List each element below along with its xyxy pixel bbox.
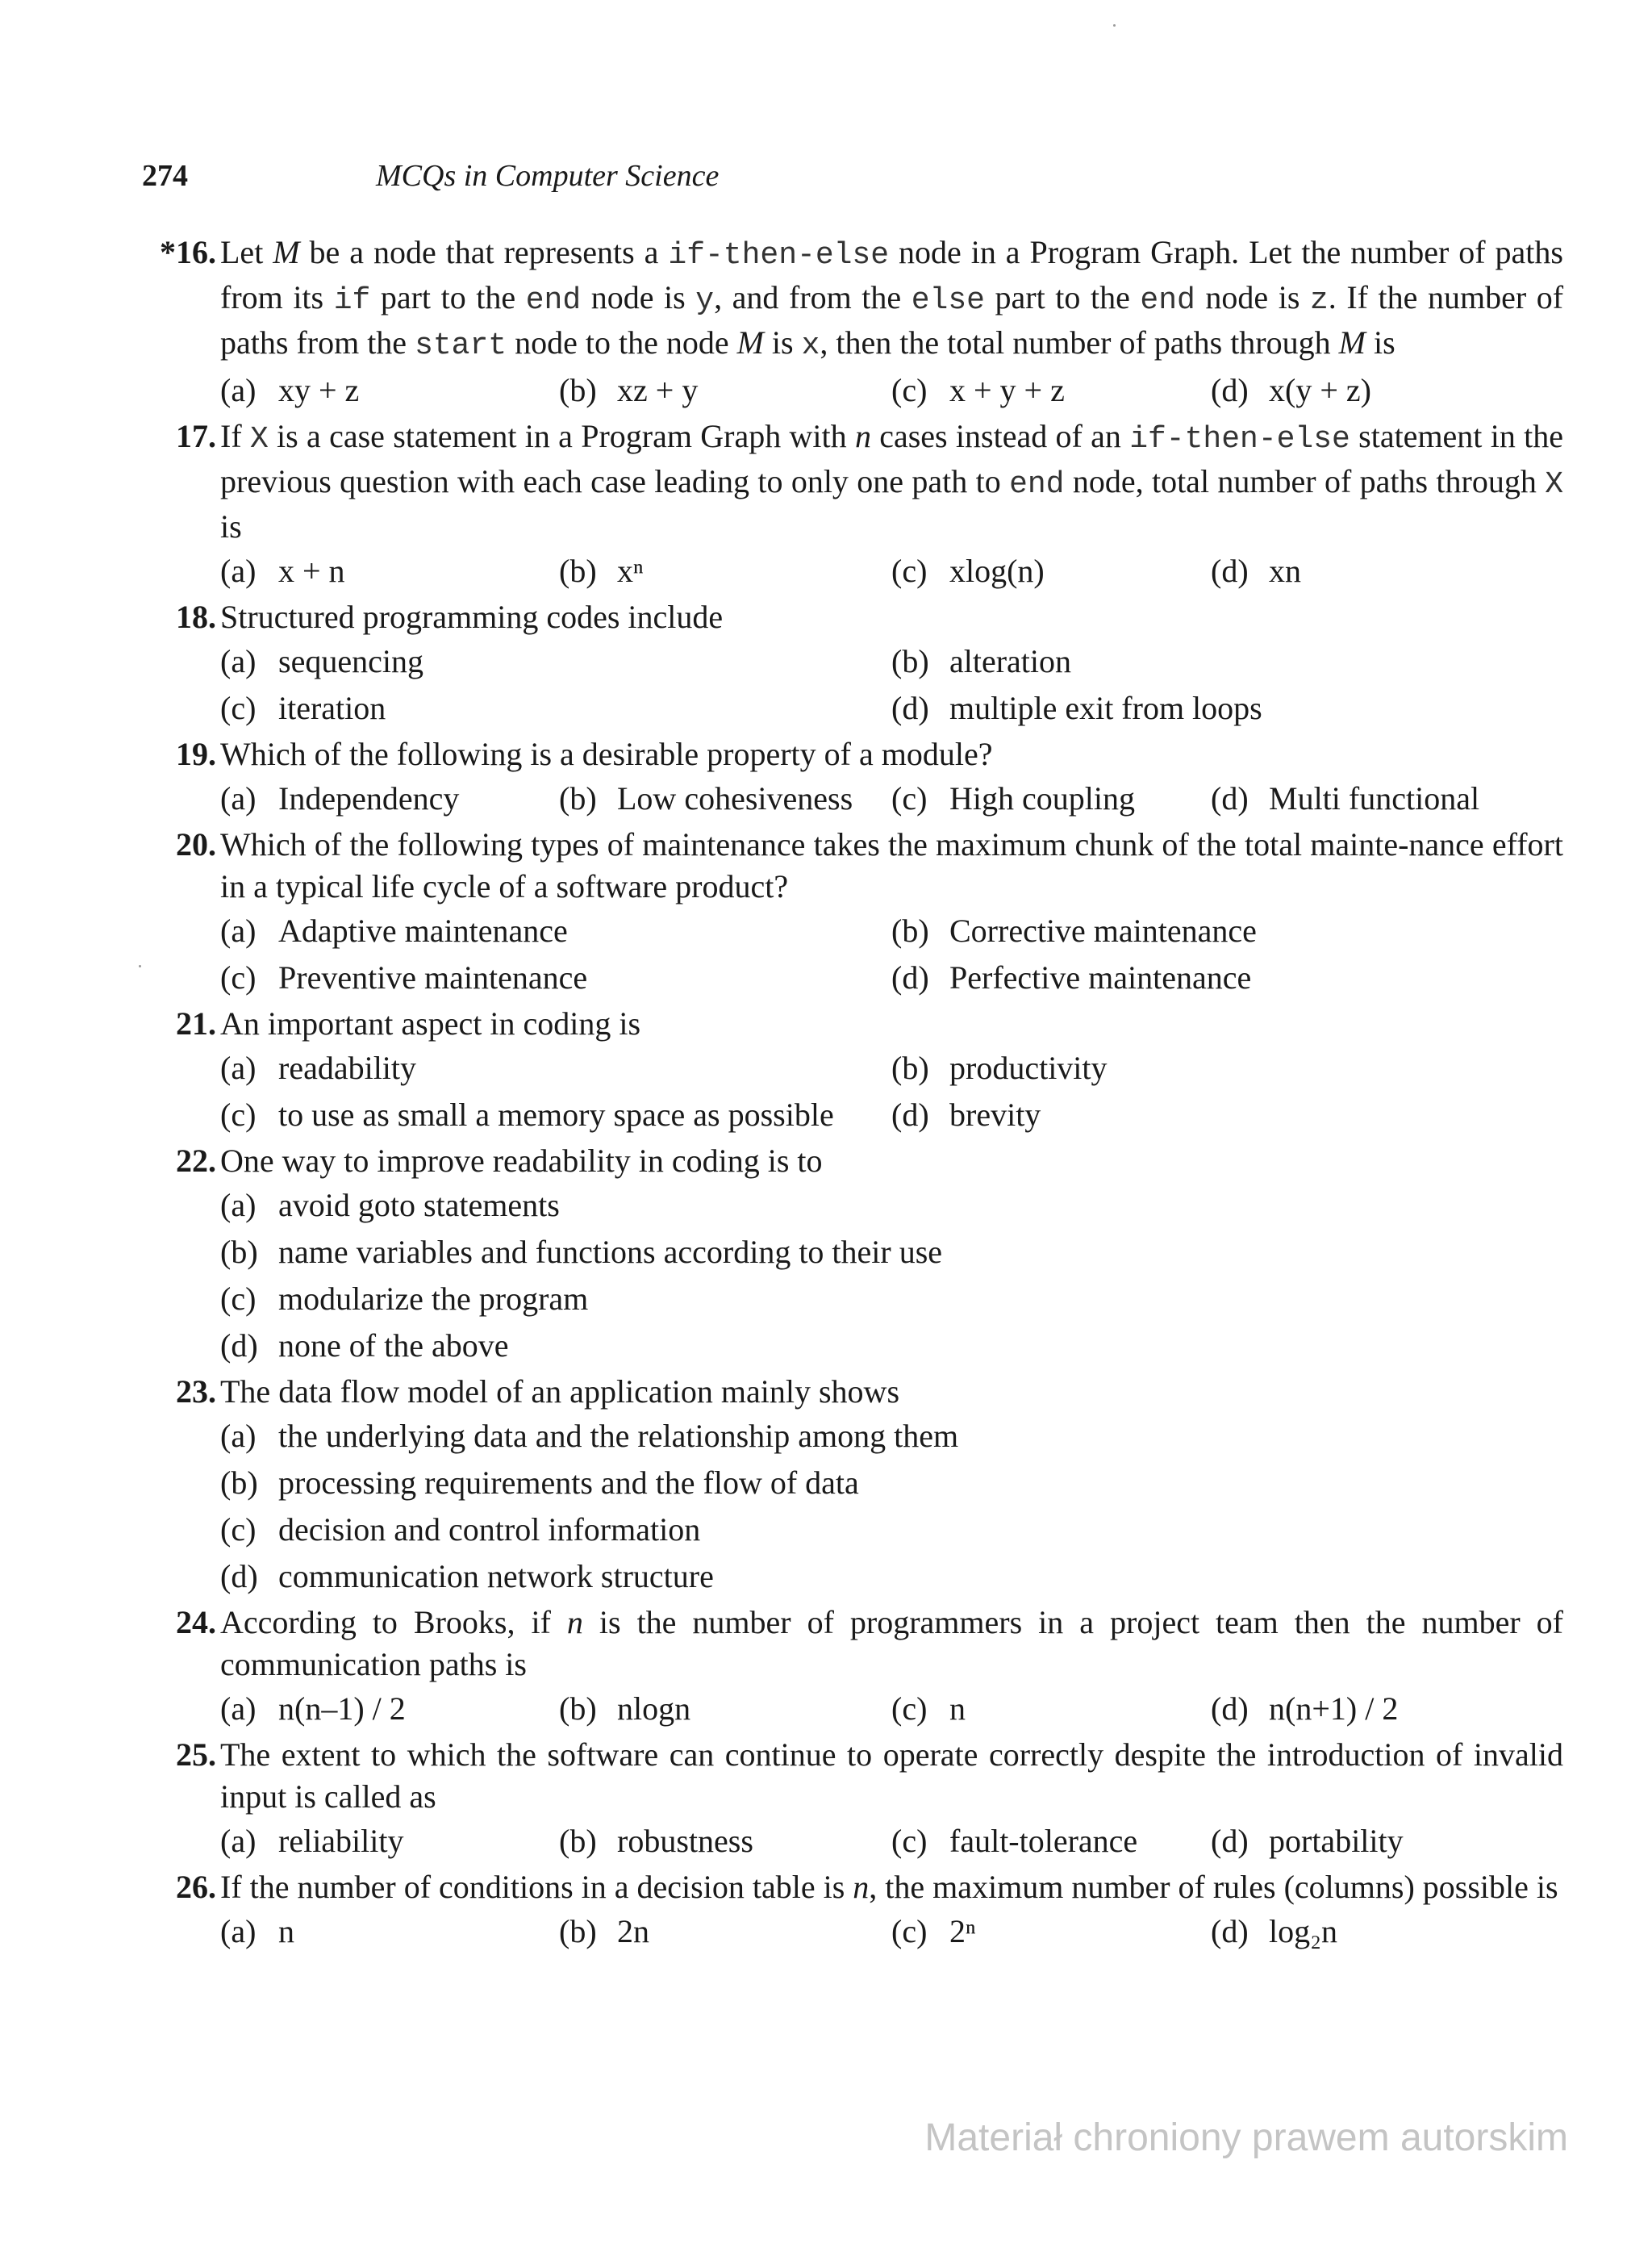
option-list [220,908,1563,1001]
option-text: Low cohesiveness [617,780,853,817]
option-text: n [278,1913,294,1949]
option-text: decision and control information [278,1511,701,1548]
question [142,1371,1563,1600]
question-text [220,733,1563,775]
option-text: none of the above [278,1327,509,1364]
answer-option [891,955,1563,1001]
question-text [220,416,1563,548]
answer-option [220,1182,1563,1229]
question-text-run: . If the number of paths from the [220,279,1564,361]
question-text-run: , and from the [714,279,912,315]
option-text: n(n+1) / 2 [1269,1690,1399,1727]
answer-option [891,775,1211,822]
option-label: (b) [891,643,929,679]
copyright-watermark: Materiał chroniony prawem autorskim [924,2116,1568,2159]
answer-option [220,367,559,414]
option-label: (a) [220,372,257,408]
question [142,733,1563,822]
option-text: 2n [617,1913,649,1949]
option-label: (d) [1211,780,1249,817]
option-label: (c) [891,372,928,408]
option-text: the underlying data and the relationship among them [278,1418,959,1454]
option-list [220,1045,1563,1138]
option-text: xⁿ [617,553,644,589]
option-text: Independency [278,780,460,817]
question-text [220,1734,1563,1818]
option-text: readability [278,1050,417,1086]
answer-option [1211,367,1563,414]
option-label: (d) [891,1097,929,1133]
running-title: MCQs in Computer Science [376,159,720,193]
answer-option [891,1686,1211,1732]
code-term: X [1545,467,1563,502]
question-text-run: If the number of conditions in a decision table is [220,1869,853,1905]
answer-option [891,367,1211,414]
answer-option [220,955,891,1001]
option-label: (d) [1211,1823,1249,1859]
option-text: processing requirements and the flow of data [278,1464,859,1501]
page-number: 274 [142,159,188,193]
option-list [220,1908,1563,1955]
option-label: (c) [220,1280,257,1317]
question-text-run: node is [1195,279,1310,315]
option-text: Adaptive maintenance [278,913,568,949]
question-text-run: cases instead of an [870,418,1130,454]
question-text [220,1140,1563,1182]
option-label: (d) [1211,1690,1249,1727]
option-label: (a) [220,1418,257,1454]
question-text-run: is [1365,324,1395,361]
option-text: log₂n [1269,1913,1338,1949]
answer-option [220,908,891,955]
question-number: 24. [176,1604,216,1640]
question-text-run: is the number of programmers in a project team then the number of communication paths is [220,1604,1563,1682]
question-text-run: , then the total number of paths through [820,324,1339,361]
option-list [220,548,1563,595]
answer-option [220,775,559,822]
answer-option [220,1092,891,1138]
math-variable: n [853,1869,870,1905]
option-label: (a) [220,1823,257,1859]
question-number: 20. [176,826,216,863]
math-variable: n [854,418,871,454]
code-term: end [525,283,582,318]
answer-option [220,1322,1563,1369]
answer-option [1211,1818,1563,1865]
question-text-run: node to the node [507,324,737,361]
question-text-run: part to the [984,279,1141,315]
answer-option [891,638,1563,685]
question-text-run: is [763,324,802,361]
option-text: name variables and functions according to their use [278,1234,943,1270]
answer-option [1211,548,1563,595]
question-text-run: part to the [370,279,526,315]
question-text-run: is a case statement in a Program Graph with [268,418,855,454]
answer-option [891,908,1563,955]
option-list [220,1182,1563,1369]
question-number: 22. [176,1143,216,1179]
option-label: (c) [220,690,257,726]
answer-option [220,548,559,595]
option-label: (d) [1211,1913,1249,1949]
question-number: 26. [176,1869,216,1905]
code-term: if-then-else [668,238,890,273]
answer-option [891,1092,1563,1138]
option-text: n(n–1) / 2 [278,1690,406,1727]
answer-option [891,1908,1211,1955]
option-text: High coupling [949,780,1135,817]
answer-option [559,1818,891,1865]
question [142,1602,1563,1732]
option-text: productivity [949,1050,1108,1086]
question-text-run: be a node that represents a [299,234,669,270]
option-text: x + n [278,553,345,589]
option-label: (a) [220,1690,257,1727]
question-text [220,824,1563,908]
answer-option [220,685,891,732]
question-text-run: node in a Program Graph. Let the number of paths from its [220,234,1563,315]
math-variable: M [1338,324,1366,361]
running-head [142,155,1562,197]
option-label: (d) [891,959,929,996]
question-text-run: The data flow model of an application mainly shows [220,1373,900,1410]
option-label: (a) [220,643,257,679]
scan-speck [139,965,141,967]
question [142,1734,1563,1865]
question-text [220,1602,1563,1686]
math-variable: M [736,324,764,361]
option-text: fault-tolerance [949,1823,1138,1859]
option-text: brevity [949,1097,1041,1133]
option-label: (b) [559,1823,597,1859]
option-text: x(y + z) [1269,372,1371,408]
question-number: 21. [176,1005,216,1042]
answer-option [559,1908,891,1955]
question-text-run: An important aspect in coding is [220,1005,641,1042]
answer-option [220,1686,559,1732]
question-number: 17. [176,418,216,454]
question-text-run: is [220,508,242,545]
question-number: 18. [176,599,216,635]
option-text: communication network structure [278,1558,714,1594]
option-label: (a) [220,913,257,949]
code-term: z [1309,283,1329,318]
option-text: robustness [617,1823,753,1859]
answer-option [559,775,891,822]
question-number: 19. [176,736,216,772]
question-list [142,232,1563,1955]
answer-option [220,1045,891,1092]
option-label: (d) [891,690,929,726]
question [142,416,1563,595]
answer-option [891,1818,1211,1865]
option-text: xy + z [278,372,360,408]
option-list [220,1818,1563,1865]
question-text [220,1866,1563,1908]
code-term: start [415,328,507,363]
option-text: avoid goto statements [278,1187,560,1223]
question-text [220,1003,1563,1045]
question-text [220,1371,1563,1413]
code-term: if-then-else [1129,422,1350,457]
option-label: (b) [559,1913,597,1949]
question-text-run: node, total number of paths through [1064,463,1546,499]
option-text: sequencing [278,643,423,679]
option-text: Corrective maintenance [949,913,1257,949]
question [142,596,1563,732]
option-text: xlog(n) [949,553,1045,589]
question-text [220,596,1563,638]
option-label: (d) [220,1558,258,1594]
answer-option [559,1686,891,1732]
option-label: (c) [891,1913,928,1949]
option-text: 2ⁿ [949,1913,976,1949]
option-label: (b) [559,372,597,408]
question-number: *16. [160,234,216,270]
option-list [220,1413,1563,1600]
question-text-run: Let [220,234,273,270]
option-label: (c) [220,959,257,996]
option-label: (c) [891,780,928,817]
code-term: if [333,283,371,318]
question-number: 25. [176,1736,216,1773]
option-label: (a) [220,780,257,817]
answer-option [220,1413,1563,1460]
option-text: nlogn [617,1690,691,1727]
question-text-run: The extent to which the software can continue to operate correctly despite the introduction of invalid input is called as [220,1736,1563,1815]
code-term: y [695,283,715,318]
option-text: xz + y [617,372,699,408]
option-text: modularize the program [278,1280,589,1317]
option-text: multiple exit from loops [949,690,1262,726]
answer-option [1211,775,1563,822]
option-label: (c) [891,1690,928,1727]
option-text: Multi functional [1269,780,1480,817]
option-text: iteration [278,690,386,726]
question-text-run: node is [581,279,696,315]
option-label: (c) [220,1511,257,1548]
option-label: (d) [1211,553,1249,589]
option-label: (b) [220,1234,258,1270]
option-text: x + y + z [949,372,1065,408]
question-text-run: If [220,418,250,454]
code-term: X [249,422,269,457]
question-number: 23. [176,1373,216,1410]
option-label: (a) [220,1050,257,1086]
option-label: (d) [220,1327,258,1364]
answer-option [891,1045,1563,1092]
option-text: n [949,1690,966,1727]
code-term: end [1009,467,1065,502]
question [142,1140,1563,1369]
option-label: (c) [891,1823,928,1859]
answer-option [220,1229,1563,1276]
question-text-run: Structured programming codes include [220,599,724,635]
question-text [220,232,1563,367]
option-text: portability [1269,1823,1404,1859]
option-label: (b) [891,913,929,949]
option-label: (a) [220,1913,257,1949]
option-label: (c) [891,553,928,589]
option-label: (b) [559,1690,597,1727]
answer-option [220,1506,1563,1553]
option-label: (c) [220,1097,257,1133]
answer-option [559,367,891,414]
question-text-run: Which of the following is a desirable property of a module? [220,736,993,772]
option-text: alteration [949,643,1072,679]
option-label: (b) [891,1050,929,1086]
question-text-run: statement in the previous question with each case leading to only one path to [220,418,1563,499]
option-list [220,367,1563,414]
option-text: reliability [278,1823,404,1859]
answer-option [1211,1686,1563,1732]
option-text: Preventive maintenance [278,959,588,996]
answer-option [1211,1908,1563,1955]
option-label: (b) [220,1464,258,1501]
option-list [220,1686,1563,1732]
option-label: (a) [220,553,257,589]
question [142,1003,1563,1138]
option-list [220,638,1563,732]
answer-option [891,548,1211,595]
option-list [220,775,1563,822]
code-term: end [1140,283,1195,318]
question-text-run: According to Brooks, if [220,1604,567,1640]
code-term: x [801,328,820,363]
answer-option [559,548,891,595]
option-label: (d) [1211,372,1249,408]
answer-option [220,1818,559,1865]
code-term: else [911,283,985,318]
question [142,1866,1563,1955]
answer-option [220,1553,1563,1600]
answer-option [220,1276,1563,1322]
question-text-run: Which of the following types of maintenance takes the maximum chunk of the total mainte-nance effort in a typical life cycle of a software product? [220,826,1563,904]
option-label: (a) [220,1187,257,1223]
scan-speck [1113,24,1116,27]
answer-option [220,1908,559,1955]
answer-option [220,1460,1563,1506]
question-text-run: One way to improve readability in coding is to [220,1143,823,1179]
option-text: xn [1269,553,1301,589]
math-variable: M [273,234,300,270]
question [142,232,1563,414]
option-text: Perfective maintenance [949,959,1252,996]
question-text-run: , the maximum number of rules (columns) possible is [869,1869,1558,1905]
option-text: to use as small a memory space as possible [278,1097,834,1133]
answer-option [891,685,1563,732]
math-variable: n [566,1604,583,1640]
question [142,824,1563,1001]
option-label: (b) [559,780,597,817]
option-label: (b) [559,553,597,589]
answer-option [220,638,891,685]
